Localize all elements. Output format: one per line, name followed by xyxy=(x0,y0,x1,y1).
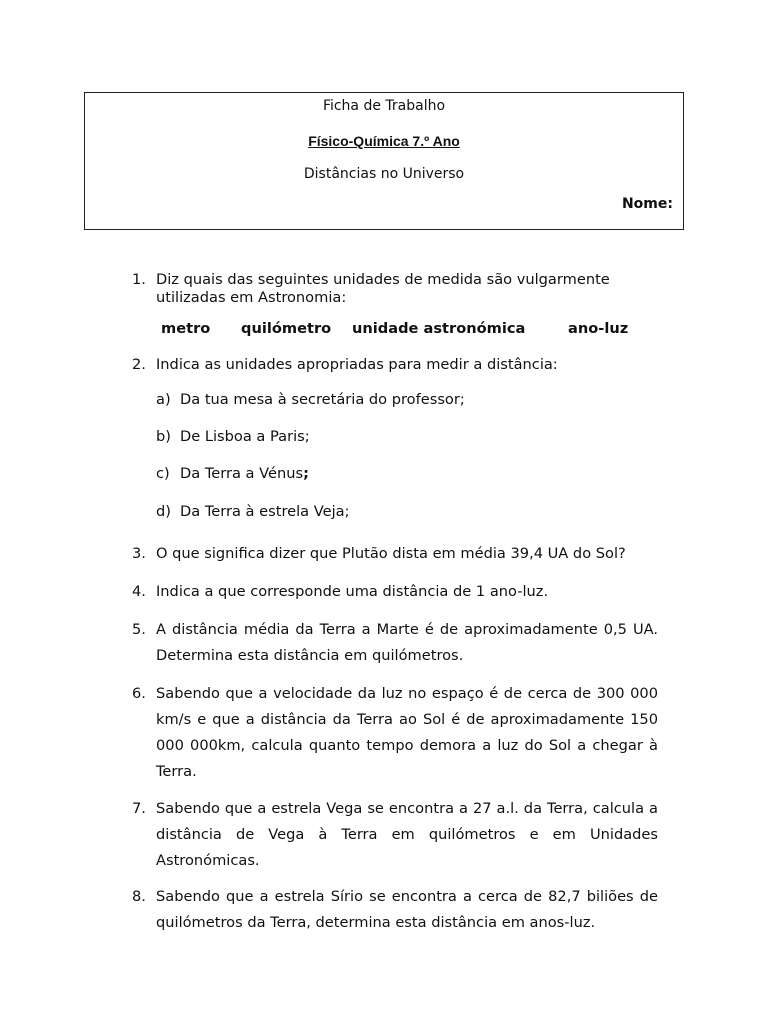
subitem-b xyxy=(156,428,310,446)
question-7 xyxy=(132,796,658,874)
subitem-letter: c) xyxy=(156,465,170,482)
question-1 xyxy=(132,271,658,307)
subitem-a xyxy=(156,391,465,409)
name-label: Nome: xyxy=(621,196,673,212)
question-8 xyxy=(132,884,658,936)
question-3 xyxy=(132,541,658,567)
subitem-letter: d) xyxy=(156,503,171,520)
units-list xyxy=(0,320,768,342)
question-number: 2. xyxy=(132,356,146,373)
question-text: A distância média da Terra a Marte é de aproximadamente 0,5 UA. Determina esta distância em quilómetros. xyxy=(156,621,658,664)
question-text: Sabendo que a estrela Vega se encontra a 27 a.l. da Terra, calcula a distância de Vega à Terra em quilómetros e em Unidades Astronómicas. xyxy=(156,800,658,869)
subitem-text: De Lisboa a Paris; xyxy=(180,428,310,445)
question-5 xyxy=(132,617,658,669)
subitem-d xyxy=(156,503,349,521)
question-number: 4. xyxy=(132,583,146,600)
header-box xyxy=(84,92,684,230)
unit-option: metro xyxy=(161,320,211,337)
subitem-suffix: ; xyxy=(303,465,309,482)
unit-option: unidade astronómica xyxy=(352,320,526,337)
question-6 xyxy=(132,681,658,785)
question-text: Sabendo que a estrela Sírio se encontra a cerca de 82,7 biliões de quilómetros da Terra, determina esta distância em anos-luz. xyxy=(156,888,658,931)
worksheet-title: Ficha de Trabalho xyxy=(322,98,446,114)
unit-option: quilómetro xyxy=(241,320,332,337)
question-2 xyxy=(132,356,658,374)
subitem-letter: b) xyxy=(156,428,171,445)
question-number: 1. xyxy=(132,271,146,288)
question-text: Indica as unidades apropriadas para medir a distância: xyxy=(156,356,558,373)
subitem-letter: a) xyxy=(156,391,171,408)
question-number: 5. xyxy=(132,621,146,638)
question-4 xyxy=(132,579,658,605)
question-number: 3. xyxy=(132,545,146,562)
question-text: Sabendo que a velocidade da luz no espaço é de cerca de 300 000 km/s e que a distância da Terra ao Sol é de aproximadamente 150 000 000km, calcula quanto tempo demora a luz do Sol a chegar à Terra. xyxy=(156,685,658,780)
topic-title: Distâncias no Universo xyxy=(303,166,465,182)
question-text: Indica a que corresponde uma distância de 1 ano-luz. xyxy=(156,583,549,600)
question-number: 6. xyxy=(132,685,146,702)
unit-option: ano-luz xyxy=(568,320,629,337)
subitem-text: Da tua mesa à secretária do professor; xyxy=(180,391,465,408)
subitem-text: Da Terra à estrela Veja; xyxy=(180,503,350,520)
question-number: 7. xyxy=(132,800,146,817)
subitem-text: Da Terra a Vénus xyxy=(180,465,304,482)
question-number: 8. xyxy=(132,888,146,905)
subject-title: Físico-Química 7.º Ano xyxy=(308,133,460,149)
question-text: O que significa dizer que Plutão dista em média 39,4 UA do Sol? xyxy=(156,545,626,562)
subitem-c xyxy=(156,465,309,483)
question-text: Diz quais das seguintes unidades de medida são vulgarmente utilizadas em Astronomia: xyxy=(156,271,610,306)
